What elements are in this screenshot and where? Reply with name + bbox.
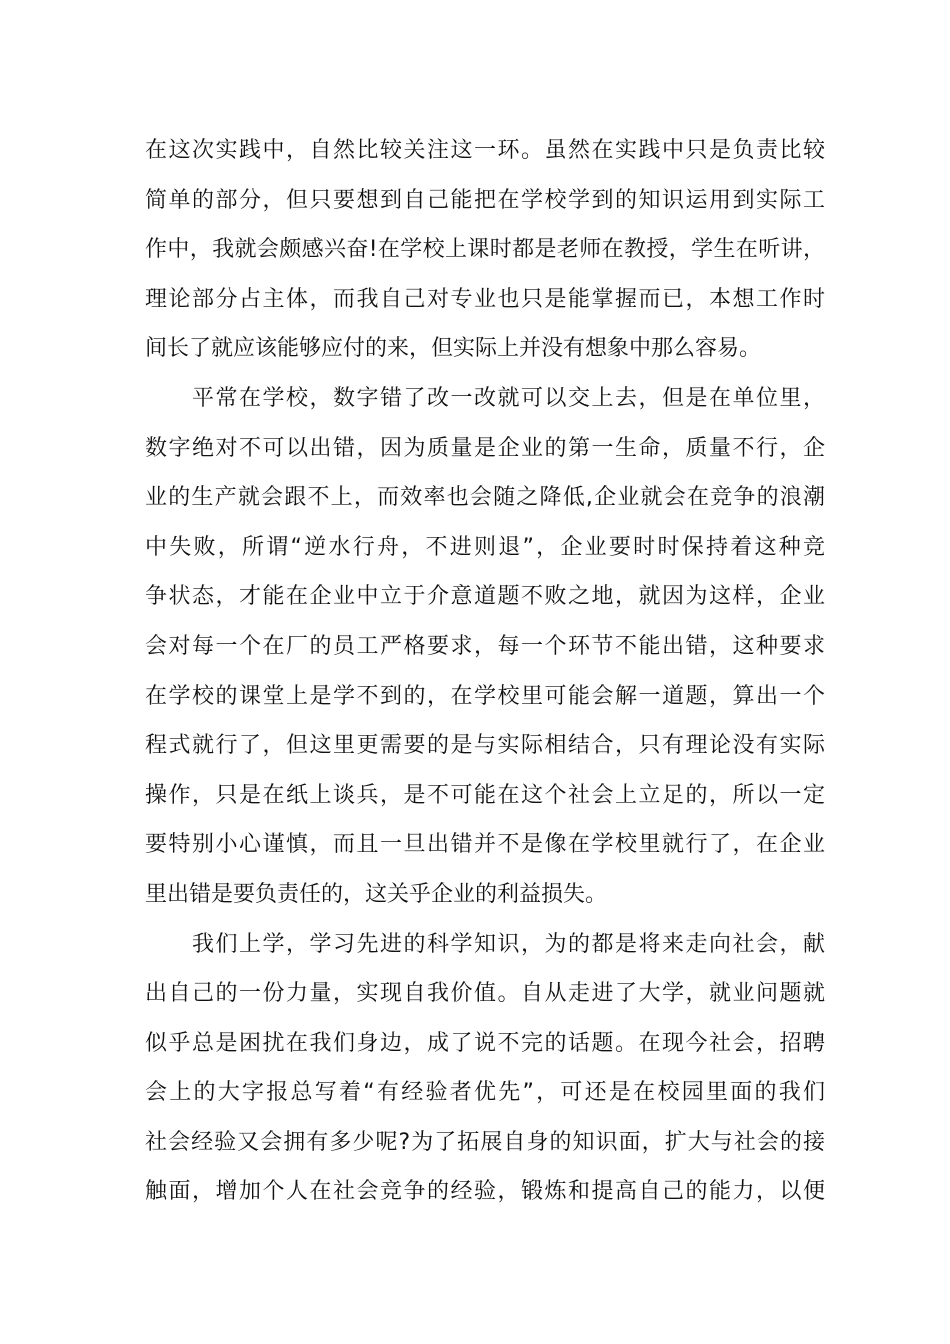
text-line: 数字绝对不可以出错，因为质量是企业的第一生命，质量不行，企 [145, 435, 825, 461]
text-line: 出自己的一份力量，实现自我价值。自从走进了大学，就业问题就 [145, 981, 825, 1007]
text-line: 中失败，所谓“逆水行舟，不进则退”，企业要时时保持着这种竞 [145, 534, 825, 560]
text-line: 作中，我就会颇感兴奋!在学校上课时都是老师在教授，学生在听讲， [145, 237, 825, 263]
text-line: 程式就行了，但这里更需要的是与实际相结合，只有理论没有实际 [145, 733, 825, 759]
text-line: 社会经验又会拥有多少呢?为了拓展自身的知识面，扩大与社会的接 [145, 1129, 825, 1155]
text-line: 在学校的课堂上是学不到的，在学校里可能会解一道题，算出一个 [145, 683, 825, 709]
text-line: 似乎总是困扰在我们身边，成了说不完的话题。在现今社会，招聘 [145, 1030, 825, 1056]
text-line: 简单的部分，但只要想到自己能把在学校学到的知识运用到实际工 [145, 187, 825, 213]
text-line: 在这次实践中，自然比较关注这一环。虽然在实践中只是负责比较 [145, 138, 825, 163]
text-line: 间长了就应该能够应付的来，但实际上并没有想象中那么容易。 [145, 336, 762, 362]
text-line: 业的生产就会跟不上，而效率也会随之降低,企业就会在竞争的浪潮 [145, 485, 825, 511]
body-text [145, 126, 825, 1217]
text-line: 我们上学，学习先进的科学知识，为的都是将来走向社会，献 [145, 931, 825, 957]
text-line: 会对每一个在厂的员工严格要求，每一个环节不能出错，这种要求 [145, 633, 825, 659]
text-line: 操作，只是在纸上谈兵，是不可能在这个社会上立足的，所以一定 [145, 782, 825, 808]
text-line: 里出错是要负责任的，这关乎企业的利益损失。 [145, 881, 608, 907]
text-line: 要特别小心谨慎，而且一旦出错并不是像在学校里就行了，在企业 [145, 832, 825, 858]
text-line: 会上的大字报总写着“有经验者优先”，可还是在校园里面的我们 [145, 1080, 825, 1106]
text-line: 触面，增加个人在社会竞争的经验，锻炼和提高自己的能力，以便 [145, 1179, 825, 1205]
text-line: 理论部分占主体，而我自己对专业也只是能掌握而已，本想工作时 [145, 286, 825, 312]
text-line: 争状态，才能在企业中立于介意道题不败之地，就因为这样，企业 [145, 584, 825, 610]
text-line: 平常在学校，数字错了改一改就可以交上去，但是在单位里， [145, 385, 825, 411]
